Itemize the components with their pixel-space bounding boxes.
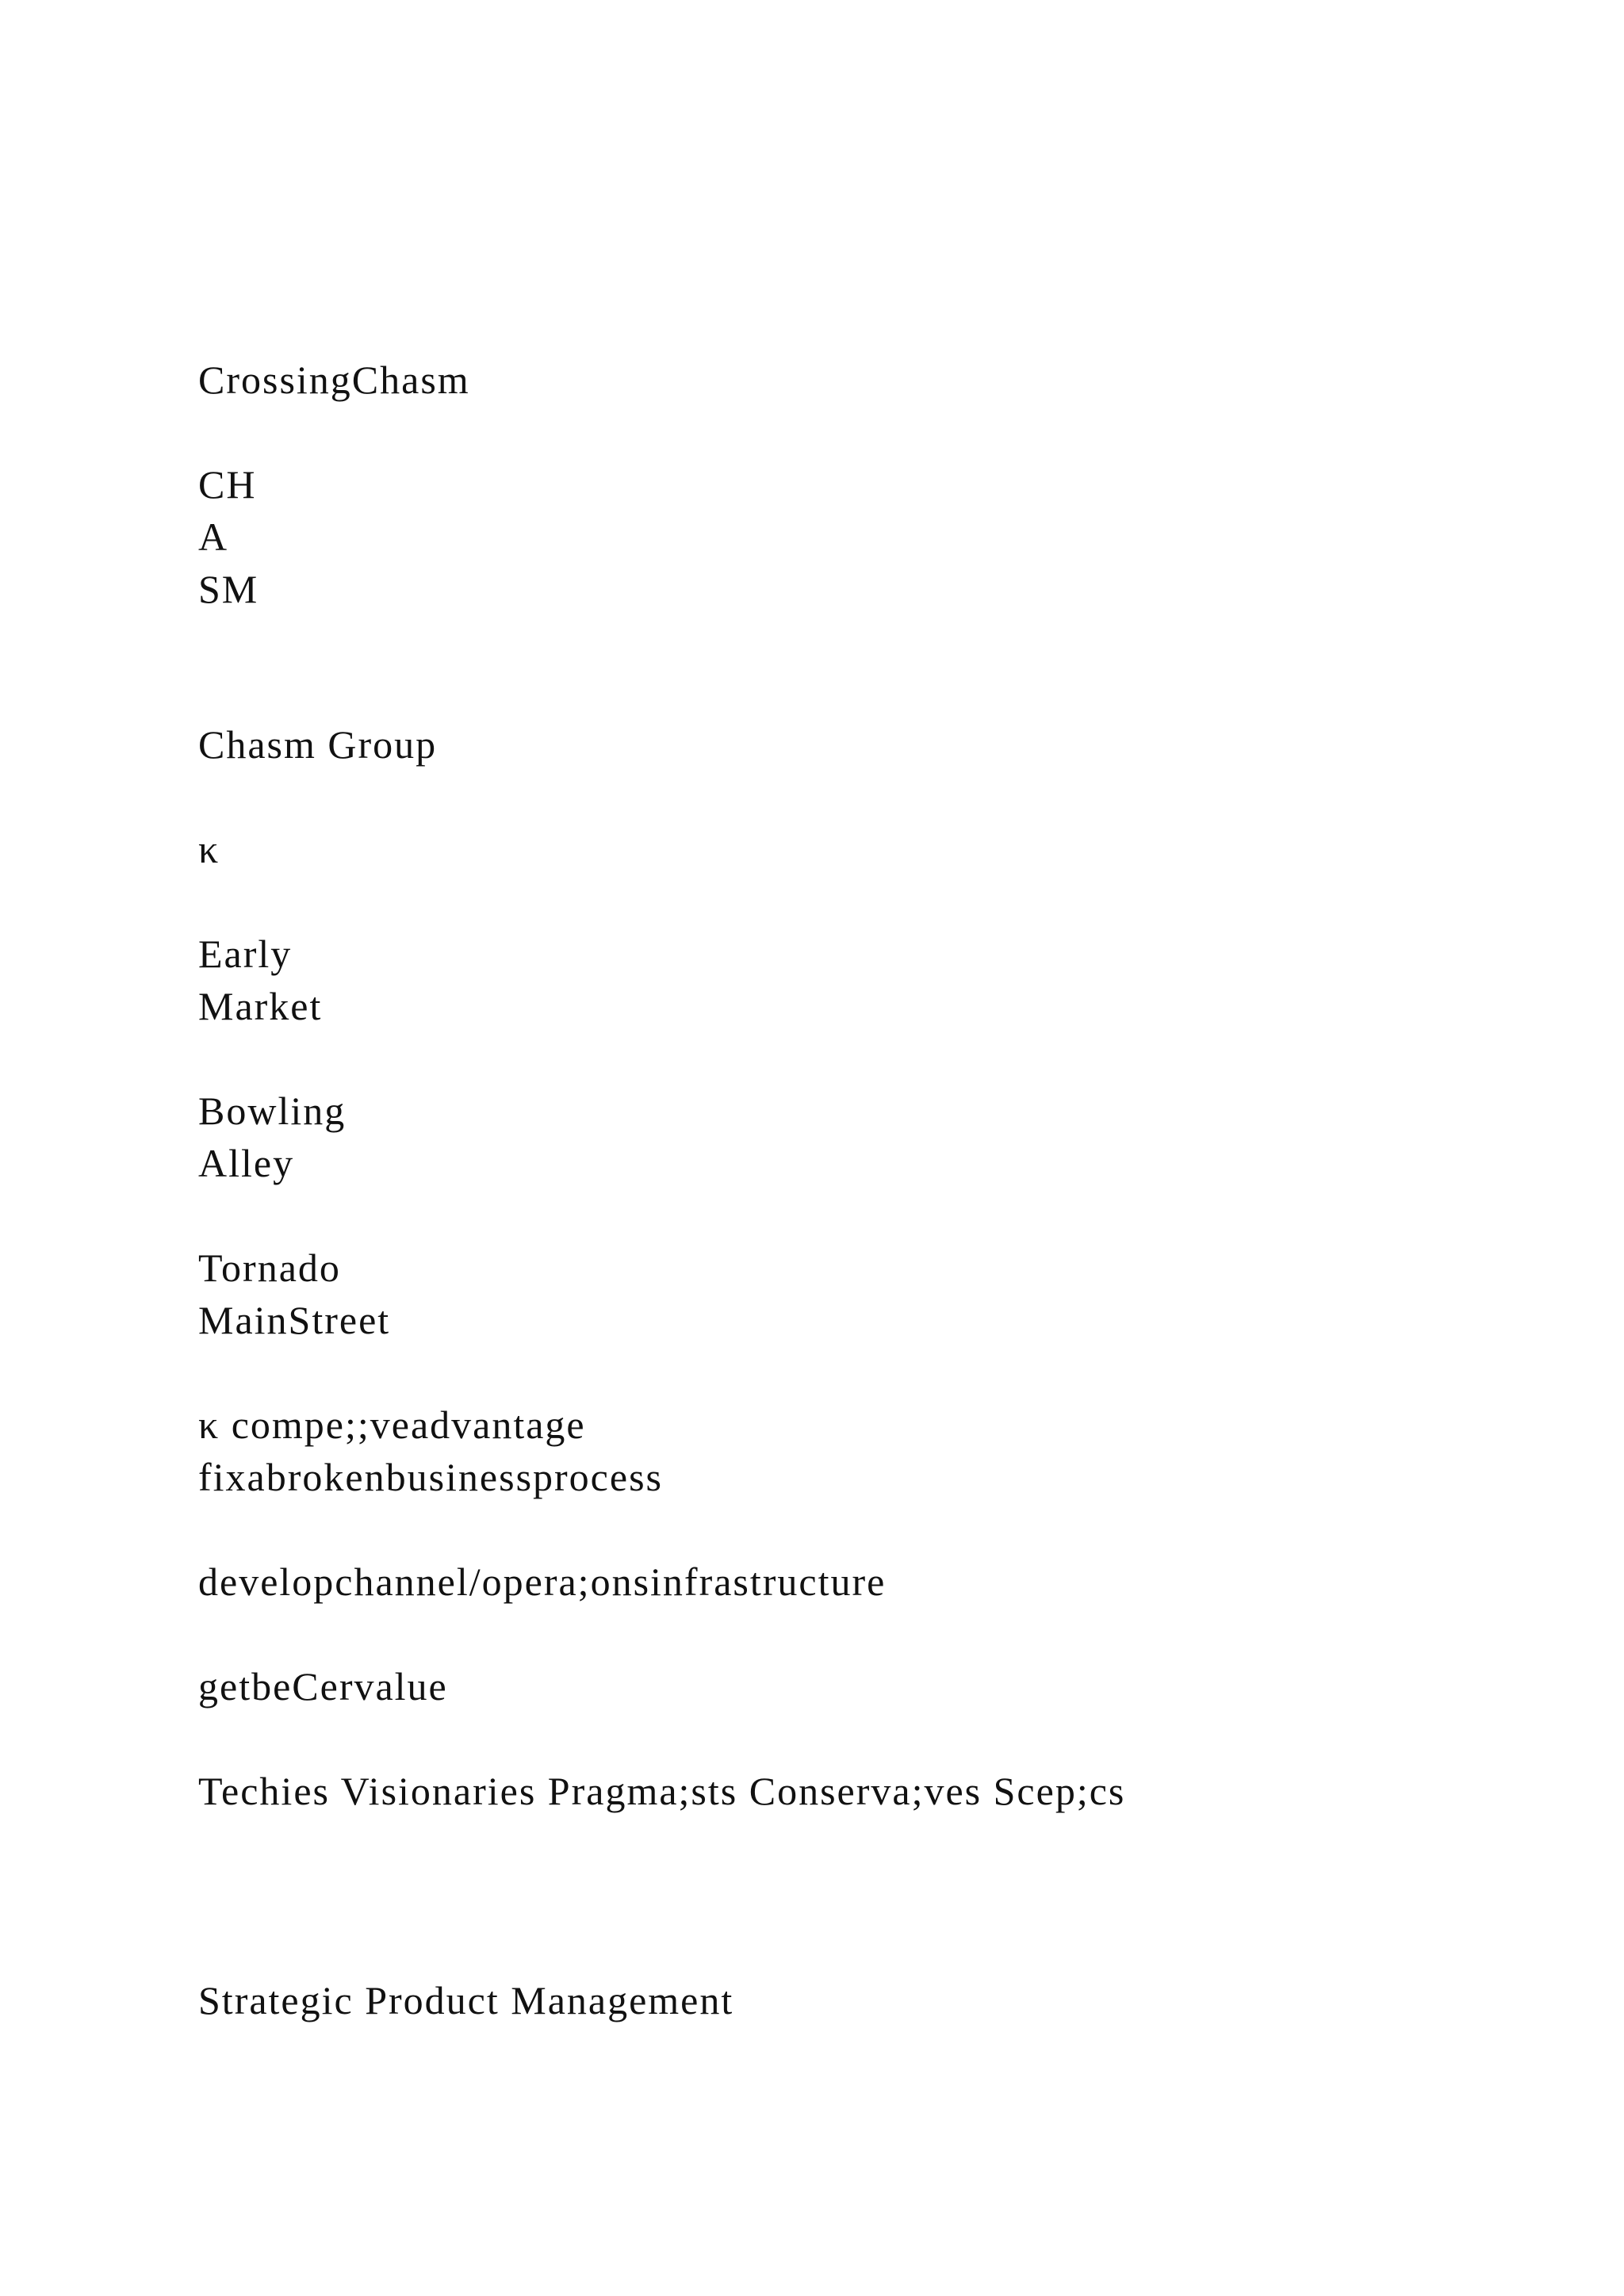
text-line: developchannel/opera;onsinfrastructure [198,1559,887,1604]
text-line: CH [198,462,257,507]
text-line: getbeCervalue [198,1664,448,1709]
text-line: Market [198,984,323,1028]
text-line: A [198,515,229,559]
text-line: κ [198,827,220,871]
text-line: SM [198,567,259,611]
document-footer: Strategic Product Management [198,1978,734,2022]
document-title: CrossingChasm [198,358,470,402]
text-line: fixabrokenbusinessprocess [198,1455,663,1499]
text-line: MainStreet [198,1298,391,1342]
text-line: Techies Visionaries Pragma;sts Conserva;ves Scep;cs [198,1769,1126,1813]
text-line: κ compe;;veadvantage [198,1402,586,1447]
text-line: Early [198,932,293,976]
text-line: Bowling [198,1089,347,1133]
text-line: Chasm Group [198,722,438,767]
text-line: Tornado [198,1246,341,1290]
text-line: Alley [198,1141,295,1185]
